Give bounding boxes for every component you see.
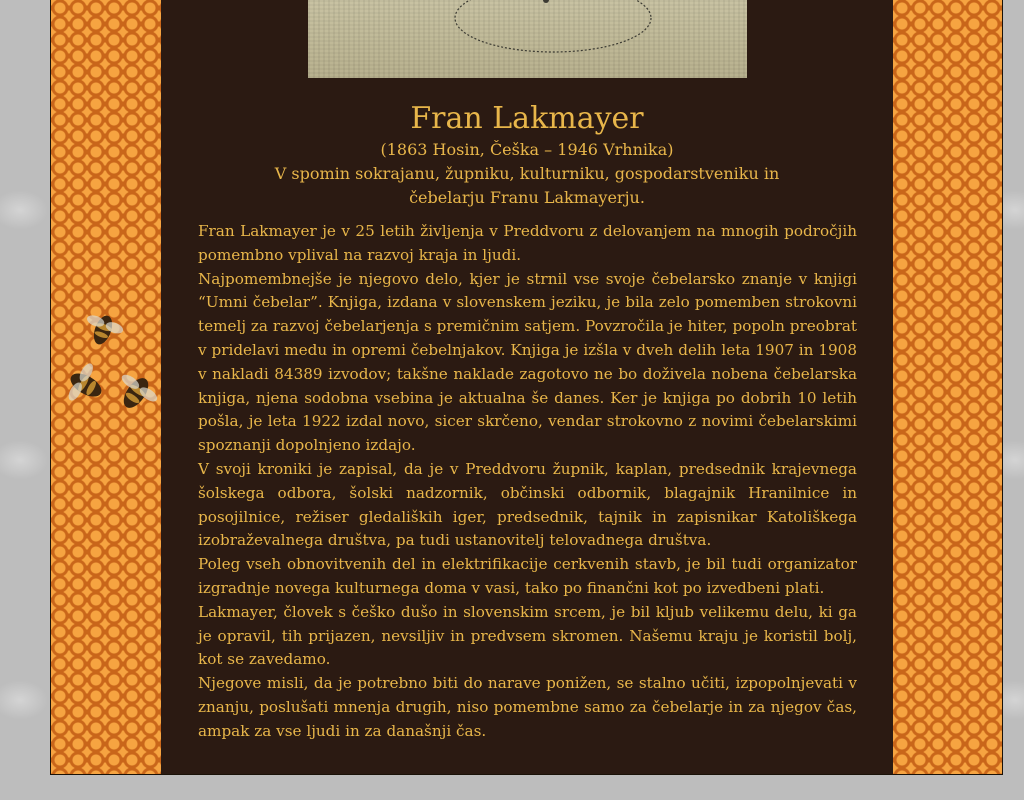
subtitle-line: (1863 Hosin, Češka – 1946 Vrhnika) <box>380 140 674 159</box>
paragraph: Poleg vseh obnovitvenih del in elektrifikacije cerkvenih stavb, je bil tudi organizator izgradnje novega kulturnega doma v vasi, tako po finančni kot po izvedbeni plati. <box>198 555 857 597</box>
paragraph: Njegove misli, da je potrebno biti do narave ponižen, se stalno učiti, izpopolnjevati v znanju, poslušati mnenja drugih, niso pomembne samo za čebelarje in za njegov čas, ampak za vse ljudi in za današnji čas. <box>198 674 857 740</box>
page-title: Fran Lakmayer <box>410 101 644 136</box>
paragraph: Najpomembnejše je njegovo delo, kjer je strnil vse svoje čebelarsko znanje v knjigi “Umni čebelar”. Knjiga, izdana v slovenskem jeziku, je bila zelo pomemben strokovni temelj za razvoj čebelarjenja s premičnim satjem. Povzročila je hiter, popoln preobrat v pridelavi medu in opremi čebelnjakov. Knjiga je izšla v dveh delih leta 1907 in 1908 v nakladi 84389 izvodov; takšne naklade zagotovo ne bo doživela nobena čebelarska knjiga, njena sodobna vsebina je aktualna še danes. Ker je knjiga po dobrih 10 letih pošla, je leta 1922 izdal novo, sicer skrčeno, vendar strokovno z novimi čebelarskimi spoznanji dopolnjeno izdajo. <box>198 269 857 455</box>
paragraph: V svoji kroniki je zapisal, da je v Preddvoru župnik, kaplan, predsednik krajevnega šolskega odbora, šolski nadzornik, občinski odbornik, blagajnik Hranilnice in posojilnice, režiser gledaliških iger, predsednik, tajnik in zapisnikar Katoliškega izobraževalnega društva, pa tudi ustanovitelj telovadnega društva. <box>198 459 857 550</box>
paragraph: Fran Lakmayer je v 25 letih življenja v Preddvoru z delovanjem na mnogih področjih pomembno vplival na razvoj kraja in ljudi. <box>198 222 857 264</box>
subtitle-line: čebelarju Franu Lakmayerju. <box>409 188 645 207</box>
subtitle-line: V spomin sokrajanu, župniku, kulturniku, gospodarstveniku in <box>274 164 780 183</box>
paragraph: Lakmayer, človek s češko dušo in slovenskim srcem, je bil kljub velikemu delu, ki ga je opravil, tih prijazen, nevsiljiv in predvsem skromen. Našemu kraju je koristil bolj, kot se zavedamo. <box>198 602 857 669</box>
page-frame <box>50 0 1003 775</box>
